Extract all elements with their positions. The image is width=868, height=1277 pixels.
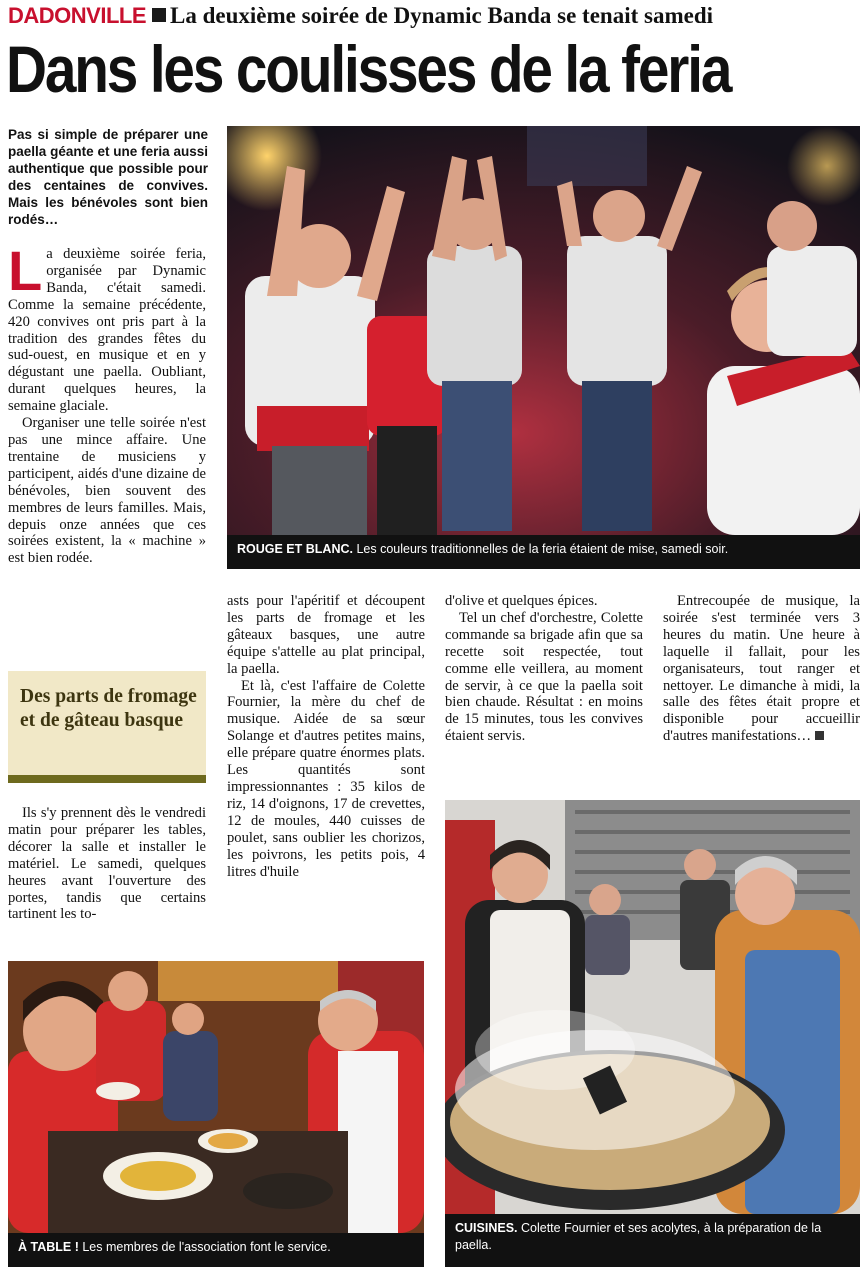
caption-bottom-left — [8, 1233, 424, 1267]
chapo: Pas si simple de préparer une paella géante et une feria aussi authentique que possible pour des centaines de convives. Mais les bénévoles sont bien rodés… — [8, 127, 208, 227]
caption-bottom-left-label: À TABLE ! — [18, 1240, 79, 1254]
caption-bottom-left-text: Les membres de l'association font le service. — [82, 1240, 331, 1254]
article-column-1-lower — [8, 805, 206, 923]
caption-bottom-right-label: CUISINES. — [455, 1221, 518, 1235]
photo-dancers — [227, 126, 860, 535]
article-paragraph-5: Tel un chef d'orchestre, Colette commande sa brigade afin que sa recette soit respectée, tout comme elle veillera, au moment de servir, à ce que la paella soit bien chaude. Résultat : en moins de 15 minutes, tous les convives étaient servis. — [445, 609, 643, 745]
article-paragraph-3a: Ils s'y prennent dès le vendredi matin pour préparer les tables, décorer la salle et installer le matériel. Le samedi, quelques heures avant l'ouverture des portes, tandis que certains tartinent les to- — [8, 805, 206, 923]
dropcap: L — [8, 239, 43, 302]
subhead-box — [8, 671, 206, 783]
article-paragraph-6: Entrecoupée de musique, la soirée s'est terminée vers 3 heures du matin. Une heure à laquelle il fallait, pour les organisateurs, tout ranger et nettoyer. Le dimanche à midi, la salle des fêtes était propre et disponible pour accueillir d'autres manifestations… — [663, 593, 860, 745]
kicker-square-icon — [152, 8, 166, 22]
article-paragraph-4: Et là, c'est l'affaire de Colette Fournier, la mère du chef de musique. Aidée de sa sœur Solange et d'autres petites mains, elle prépare quatre énormes plats. Les quantités sont impressionnantes : 35 kilos de riz, 14 d'oignons, 17 de crevettes, 12 de moules, 440 cuisses de poulet, sans oublier les chorizos, les poivrons, les petits pois, 4 litres d'huile — [227, 677, 425, 880]
caption-top-label: ROUGE ET BLANC. — [237, 542, 353, 556]
article-column-4 — [663, 593, 860, 745]
subhead-text: Des parts de fromage et de gâteau basque — [20, 686, 197, 731]
caption-top-text: Les couleurs traditionnelles de la feria étaient de mise, samedi soir. — [356, 542, 729, 556]
kicker — [8, 3, 860, 31]
caption-bottom-right — [445, 1214, 860, 1267]
kicker-subtitle: La deuxième soirée de Dynamic Banda se tenait samedi — [170, 3, 714, 28]
serving-photo-illustration — [8, 961, 424, 1233]
article-column-1 — [8, 239, 206, 567]
article-paragraph-1: La deuxième soirée feria, organisée par Dynamic Banda, c'était samedi. Comme la semaine précédente, 420 convives ont pris part à la tradition des grandes fêtes du sud-ouest, en musique et en y dégustant une paella. Oubliant, durant quelques heures, la semaine glaciale. — [8, 239, 206, 415]
photo-serving — [8, 961, 424, 1233]
end-square-icon — [815, 731, 824, 740]
photo-kitchen — [445, 800, 860, 1214]
dancers-photo-illustration — [227, 126, 860, 535]
kitchen-photo-illustration — [445, 800, 860, 1214]
headline: Dans les coulisses de la feria — [6, 32, 731, 106]
article-column-3 — [445, 593, 643, 745]
article-column-2 — [227, 593, 425, 880]
kicker-place: DADONVILLE — [8, 3, 146, 28]
caption-bottom-right-text: Colette Fournier et ses acolytes, à la préparation de la paella. — [455, 1221, 822, 1252]
article-paragraph-2: Organiser une telle soirée n'est pas une mince affaire. Une trentaine de musiciens y participent, aidés d'une dizaine de bénévoles, bien souvent des membres de leurs familles. Mais, depuis onze années que ces soirées existent, la « machine » est bien rodée. — [8, 415, 206, 567]
article-paragraph-4b: d'olive et quelques épices. — [445, 593, 598, 609]
caption-top — [227, 535, 860, 569]
article-paragraph-3b: asts pour l'apéritif et découpent les parts de fromage et les gâteaux basques, une autre équipe s'attelle au plat principal, la paella. — [227, 593, 425, 677]
